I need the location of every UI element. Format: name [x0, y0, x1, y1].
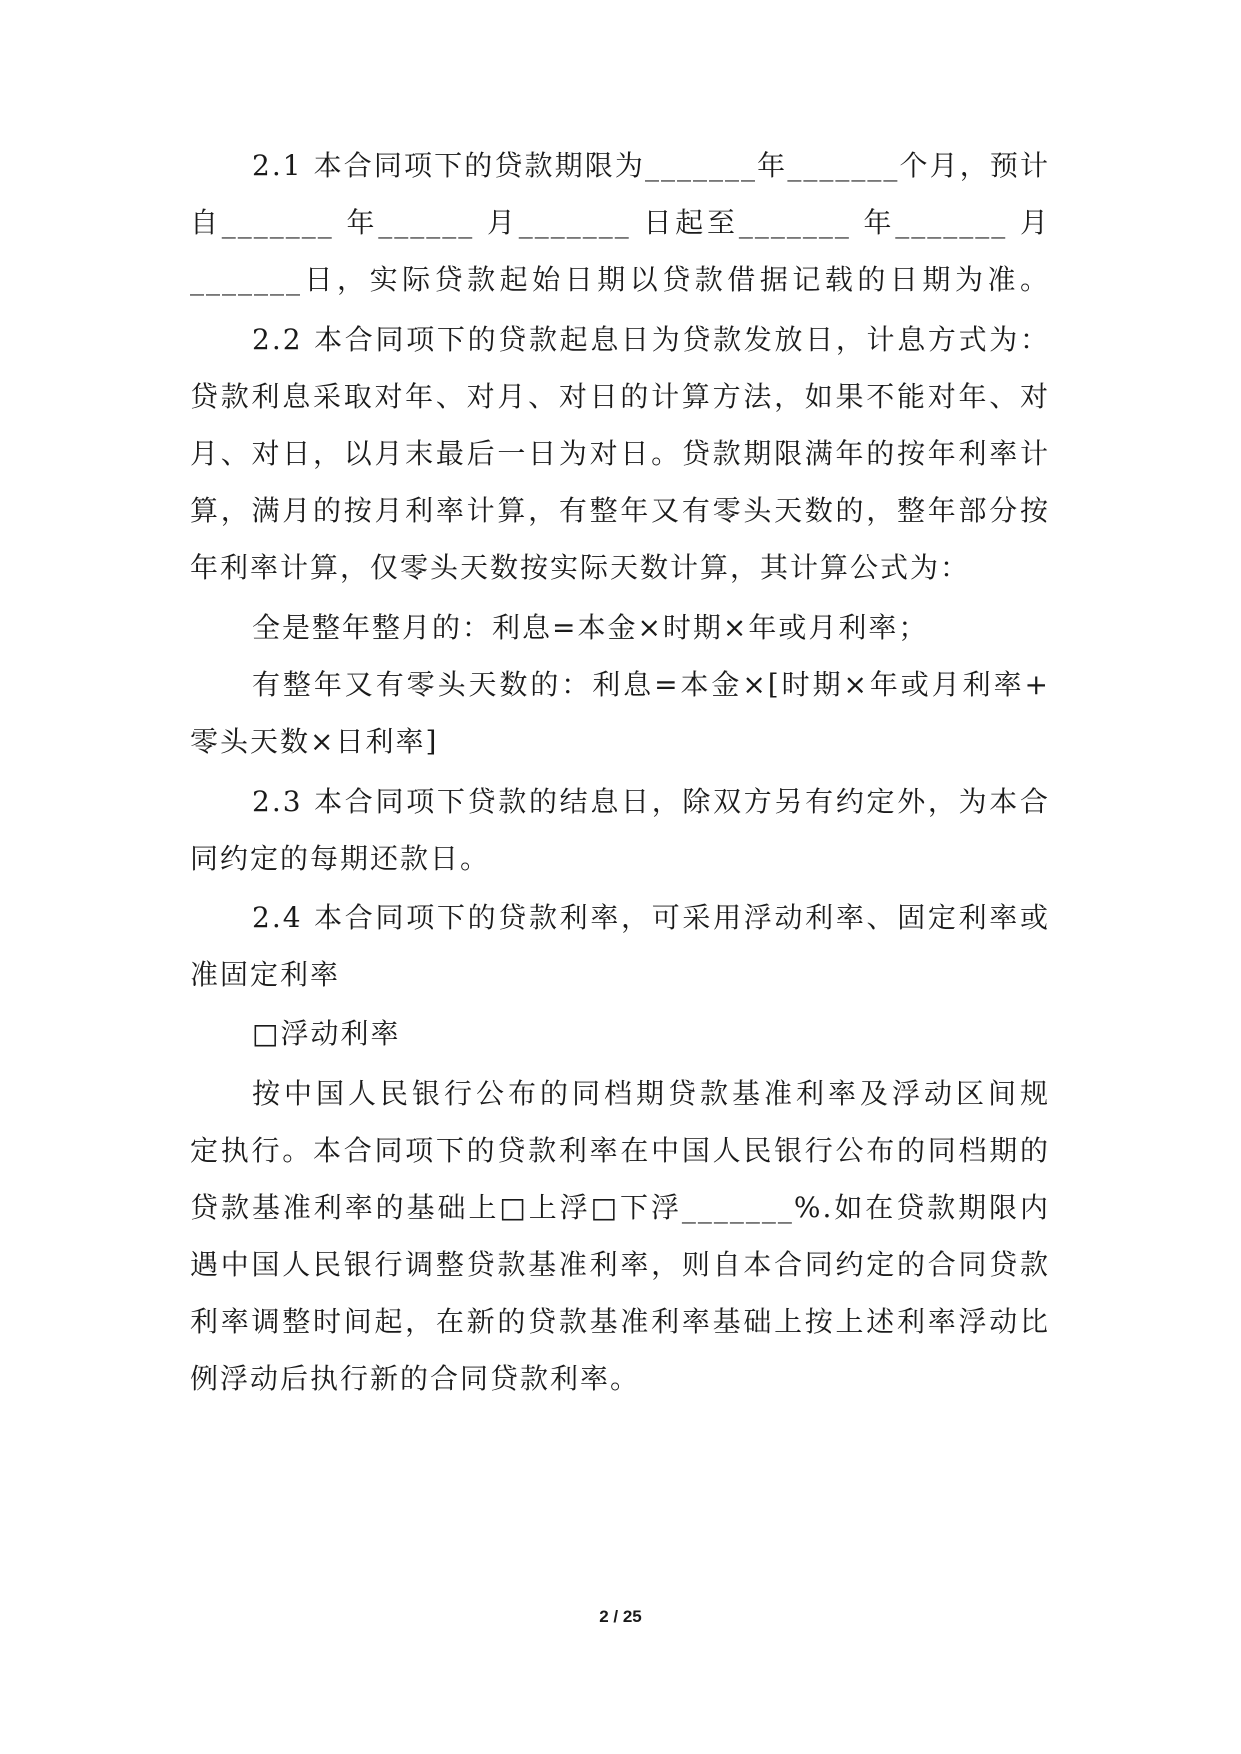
clause-2-1-line-1: 2.1 本合同项下的贷款期限为_______年_______个月，预计: [252, 149, 1050, 182]
floating-rate-line-3: 贷款基准利率的基础上□上浮□下浮_______%.如在贷款期限内: [190, 1191, 1050, 1224]
clause-2-1-line-3: _______日，实际贷款起始日期以贷款借据记载的日期为准。: [190, 263, 1050, 296]
formula-partial-line-1: 有整年又有零头天数的：利息=本金×[时期×年或月利率+: [252, 668, 1050, 701]
floating-rate-option: □浮动利率: [252, 1017, 401, 1050]
clause-2-2-line-1: 2.2 本合同项下的贷款起息日为贷款发放日，计息方式为：: [252, 323, 1050, 356]
clause-2-3-line-2: 同约定的每期还款日。: [190, 842, 491, 875]
clause-2-4-line-1: 2.4 本合同项下的贷款利率，可采用浮动利率、固定利率或: [252, 901, 1050, 934]
floating-rate-line-1: 按中国人民银行公布的同档期贷款基准利率及浮动区间规: [252, 1077, 1050, 1110]
formula-full-year: 全是整年整月的：利息=本金×时期×年或月利率；: [252, 611, 929, 644]
clause-2-2-line-2: 贷款利息采取对年、对月、对日的计算方法，如果不能对年、对: [190, 380, 1050, 413]
floating-rate-line-4: 遇中国人民银行调整贷款基准利率，则自本合同约定的合同贷款: [190, 1248, 1050, 1281]
clause-2-2-line-5: 年利率计算，仅零头天数按实际天数计算，其计算公式为：: [190, 551, 971, 584]
clause-2-2-line-3: 月、对日，以月末最后一日为对日。贷款期限满年的按年利率计: [190, 437, 1050, 470]
floating-rate-line-2: 定执行。本合同项下的贷款利率在中国人民银行公布的同档期的: [190, 1134, 1050, 1167]
page-number: 2 / 25: [599, 1607, 642, 1626]
clause-2-1-line-2: 自_______ 年______ 月_______ 日起至_______ 年_______ 月: [190, 206, 1050, 239]
clause-2-3-line-1: 2.3 本合同项下贷款的结息日，除双方另有约定外，为本合: [252, 785, 1050, 818]
floating-rate-line-5: 利率调整时间起，在新的贷款基准利率基础上按上述利率浮动比: [190, 1305, 1050, 1338]
formula-partial-line-2: 零头天数×日利率]: [190, 725, 439, 758]
clause-2-4-line-2: 准固定利率: [190, 958, 341, 991]
floating-rate-line-6: 例浮动后执行新的合同贷款利率。: [190, 1362, 641, 1395]
clause-2-2-line-4: 算，满月的按月利率计算，有整年又有零头天数的，整年部分按: [190, 494, 1050, 527]
